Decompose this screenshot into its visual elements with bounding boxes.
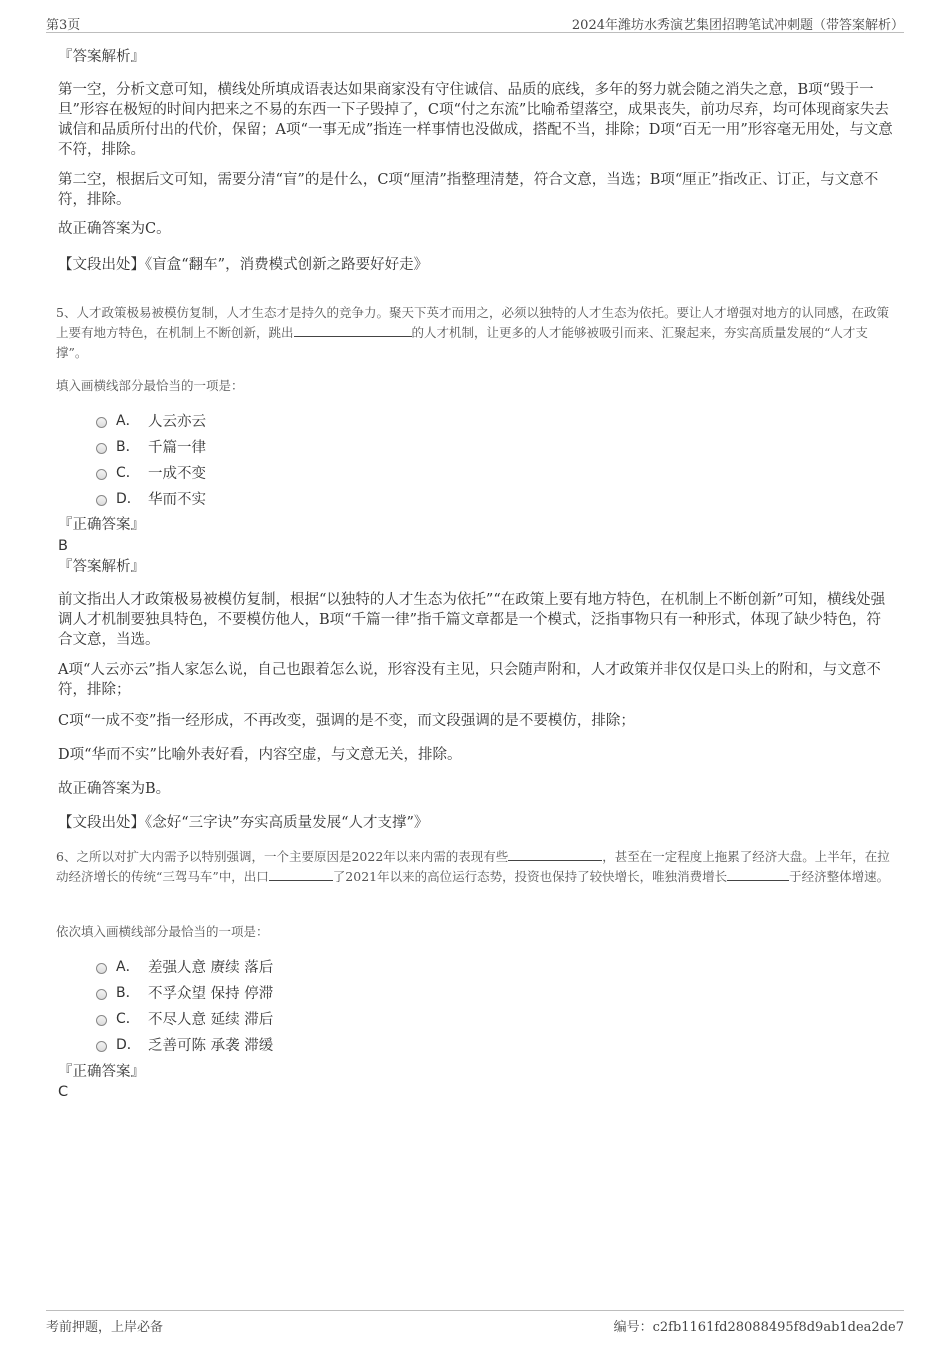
q5-options <box>96 407 206 511</box>
q6-options <box>96 953 273 1057</box>
q6-stem: 6、之所以对扩大内需予以特别强调，一个主要原因是2022年以来内需的表现有些 ，甚至在一定程度上拖累了经济大盘。上半年，在拉动经济增长的传统“三驾马车”中，出口 了2021年以来的高位运行态势，投资也保持了较快增长，唯独消费增长 于经济整体增速。 <box>56 849 890 884</box>
q6-option-a[interactable]: A． 差强人意 赓续 落后 <box>96 953 273 979</box>
q4-analysis-para-2: 第二空，根据后文可知，需要分清“盲”的是什么，C项“厘清”指整理清楚，符合文意，当选；B项“厘正”指改正、订正，与文意不符，排除。 <box>58 172 879 208</box>
radio-icon[interactable] <box>96 963 107 974</box>
q5-prompt: 填入画横线部分最恰当的一项是： <box>56 378 244 393</box>
page-footer <box>46 1310 904 1337</box>
q5-analysis-para-1: 前文指出人才政策极易被模仿复制，根据“以独特的人才生态为依托”“在政策上要有地方特色，在机制上不断创新”可知，横线处强调人才机制要独具特色，不要模仿他人，B项“千篇一律”指千篇文章都是一个模式，泛指事物只有一种形式，体现了缺少特色，符合文意，当选。 <box>58 592 886 648</box>
q6-blank-3 <box>727 868 789 881</box>
q5-analysis-para-4: D项“华而不实”比喻外表好看，内容空虚，与文意无关，排除。 <box>58 747 462 763</box>
q5-stem: 5、人才政策极易被模仿复制，人才生态才是持久的竞争力。聚天下英才而用之，必须以独特的人才生态为依托。要让人才增强对地方的认同感，在政策上要有地方特色，在机制上不断创新，跳出 的人才机制，让更多的人才能够被吸引而来、汇聚起来，夯实高质量发展的“人才支撑”。 <box>56 305 889 360</box>
radio-icon[interactable] <box>96 1041 107 1052</box>
page-number: 第3页 <box>46 18 81 33</box>
radio-icon[interactable] <box>96 495 107 506</box>
footer-slogan: 考前押题，上岸必备 <box>46 1320 164 1335</box>
q5-option-a[interactable]: A． 人云亦云 <box>96 407 206 433</box>
radio-icon[interactable] <box>96 469 107 480</box>
q5-option-d[interactable]: D． 华而不实 <box>96 485 206 511</box>
q6-correct-answer: C <box>58 1084 69 1100</box>
q5-correct-answer: B <box>58 538 68 554</box>
q5-option-b[interactable]: B． 千篇一律 <box>96 433 206 459</box>
radio-icon[interactable] <box>96 417 107 428</box>
document-id: 编号：c2fb1161fd28088495f8d9ab1dea2de7 <box>613 1320 904 1335</box>
radio-icon[interactable] <box>96 1015 107 1026</box>
page-header <box>46 10 904 33</box>
q6-blank-2 <box>269 868 333 881</box>
q4-source: 【文段出处】《盲盒“翻车”，消费模式创新之路要好好走》 <box>58 257 429 273</box>
q4-analysis-label: 『答案解析』 <box>58 49 145 65</box>
q6-prompt: 依次填入画横线部分最恰当的一项是： <box>56 924 269 939</box>
radio-icon[interactable] <box>96 989 107 1000</box>
q5-analysis-label: 『答案解析』 <box>58 559 145 575</box>
q6-blank-1 <box>508 848 602 861</box>
q5-correct-label: 『正确答案』 <box>58 517 145 533</box>
document-title: 2024年潍坊水秀演艺集团招聘笔试冲刺题（带答案解析） <box>571 18 904 33</box>
q5-analysis-para-3: C项“一成不变”指一经形成，不再改变，强调的是不变，而文段强调的是不要模仿，排除； <box>58 713 635 729</box>
q5-blank <box>294 324 412 337</box>
q5-source: 【文段出处】《念好“三字诀”夯实高质量发展“人才支撑”》 <box>58 815 429 831</box>
q5-analysis-para-2: A项“人云亦云”指人家怎么说，自己也跟着怎么说，形容没有主见，只会随声附和，人才政策并非仅仅是口头上的附和，与文意不符，排除； <box>58 662 881 698</box>
q5-conclusion: 故正确答案为B。 <box>58 781 171 797</box>
q6-option-b[interactable]: B． 不孚众望 保持 停滞 <box>96 979 273 1005</box>
q4-analysis-para-1: 第一空，分析文意可知，横线处所填成语表达如果商家没有守住诚信、品质的底线，多年的努力就会随之消失之意，B项“毁于一旦”形容在极短的时间内把来之不易的东西一下子毁掉了，C项“付之东流”比喻希望落空，成果丧失，前功尽弃，均可体现商家失去诚信和品质所付出的代价，保留；A项“一事无成”指连一样事情也没做成，搭配不当，排除；D项“百无一用”形容毫无用处，与文意不符，排除。 <box>58 82 893 158</box>
q6-correct-label: 『正确答案』 <box>58 1064 145 1080</box>
q6-option-c[interactable]: C． 不尽人意 延续 滞后 <box>96 1005 273 1031</box>
q4-conclusion: 故正确答案为C。 <box>58 221 171 237</box>
radio-icon[interactable] <box>96 443 107 454</box>
q5-option-c[interactable]: C． 一成不变 <box>96 459 206 485</box>
q6-option-d[interactable]: D． 乏善可陈 承袭 滞缓 <box>96 1031 273 1057</box>
